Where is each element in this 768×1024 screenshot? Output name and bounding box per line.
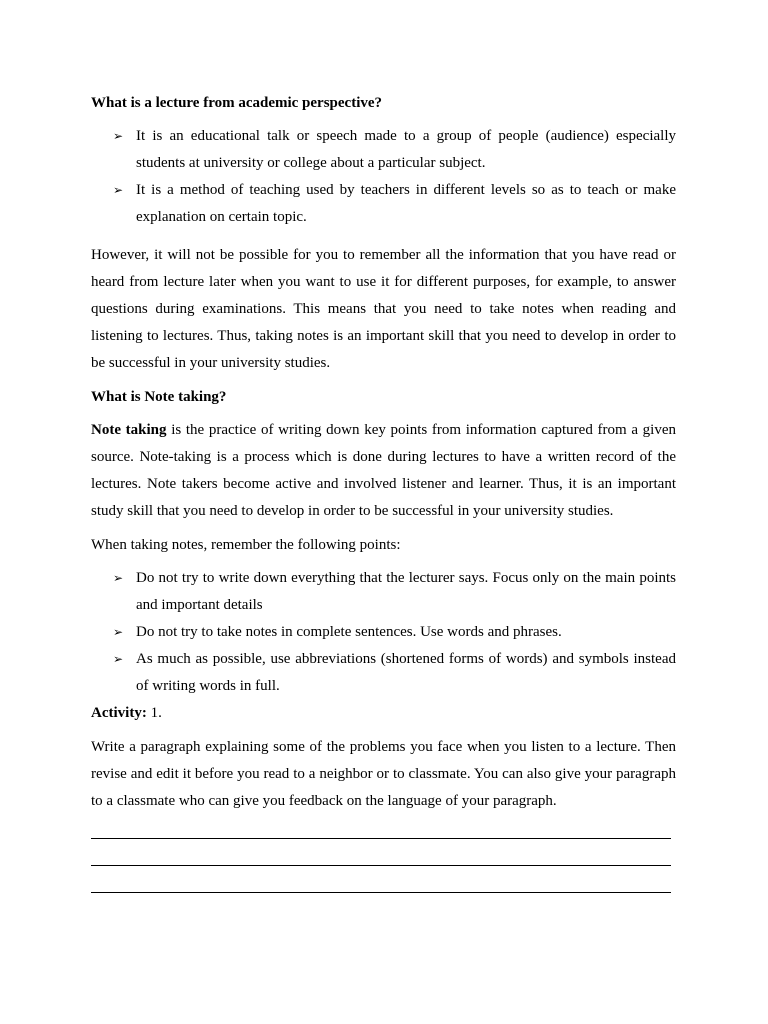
arrow-bullet-icon: ➢ <box>113 129 124 143</box>
answer-line[interactable] <box>91 892 671 893</box>
note-taking-intro: When taking notes, remember the following points: <box>91 537 401 553</box>
lecture-definition-list <box>91 123 676 231</box>
lecture-heading: What is a lecture from academic perspective? <box>91 95 383 111</box>
list-item-text: As much as possible, use abbreviations (shortened forms of words) and symbols instead of writing words in full. <box>136 651 676 694</box>
lecture-paragraph: However, it will not be possible for you to remember all the information that you have read or heard from lecture later when you want to use it for different purposes, for example, to answer questions during examinations. This means that you need to take notes when reading and listening to lectures. Thus, taking notes is an important skill that you need to develop in order to be successful in your university studies. <box>91 247 676 371</box>
activity-label: Activity: <box>91 705 147 721</box>
note-taking-term: Note taking <box>91 422 167 438</box>
list-item <box>91 123 676 177</box>
list-item-text: It is a method of teaching used by teachers in different levels so as to teach or make explanation on certain topic. <box>136 182 676 225</box>
note-taking-definition-text: is the practice of writing down key points from information captured from a given source. Note-taking is a process which is done during lectures to have a written record of the lectures. Note takers become active and involved listener and learner. Thus, it is an important study skill that you need to develop in order to be successful in your university studies. <box>91 422 676 519</box>
activity-number: 1. <box>146 705 162 721</box>
activity-instructions: Write a paragraph explaining some of the problems you face when you listen to a lecture. Then revise and edit it before you read to a neighbor or to classmate. You can also give your paragraph to a classmate who can give you feedback on the language of your paragraph. <box>91 739 676 809</box>
answer-lines <box>91 838 676 893</box>
arrow-bullet-icon: ➢ <box>113 652 124 666</box>
arrow-bullet-icon: ➢ <box>113 625 124 639</box>
answer-line[interactable] <box>91 865 671 866</box>
list-item <box>91 177 676 231</box>
answer-line[interactable] <box>91 838 671 839</box>
list-item <box>91 619 676 646</box>
list-item-text: Do not try to take notes in complete sentences. Use words and phrases. <box>136 624 562 640</box>
list-item <box>91 646 676 700</box>
list-item-text: Do not try to write down everything that the lecturer says. Focus only on the main points and important details <box>136 570 676 613</box>
arrow-bullet-icon: ➢ <box>113 183 124 197</box>
note-taking-heading: What is Note taking? <box>91 389 227 405</box>
list-item <box>91 565 676 619</box>
activity-title <box>91 700 676 727</box>
note-taking-tips-list <box>91 565 676 700</box>
document-page <box>91 90 676 893</box>
arrow-bullet-icon: ➢ <box>113 571 124 585</box>
note-taking-definition <box>91 417 676 525</box>
list-item-text: It is an educational talk or speech made to a group of people (audience) especially students at university or college about a particular subject. <box>136 128 676 171</box>
